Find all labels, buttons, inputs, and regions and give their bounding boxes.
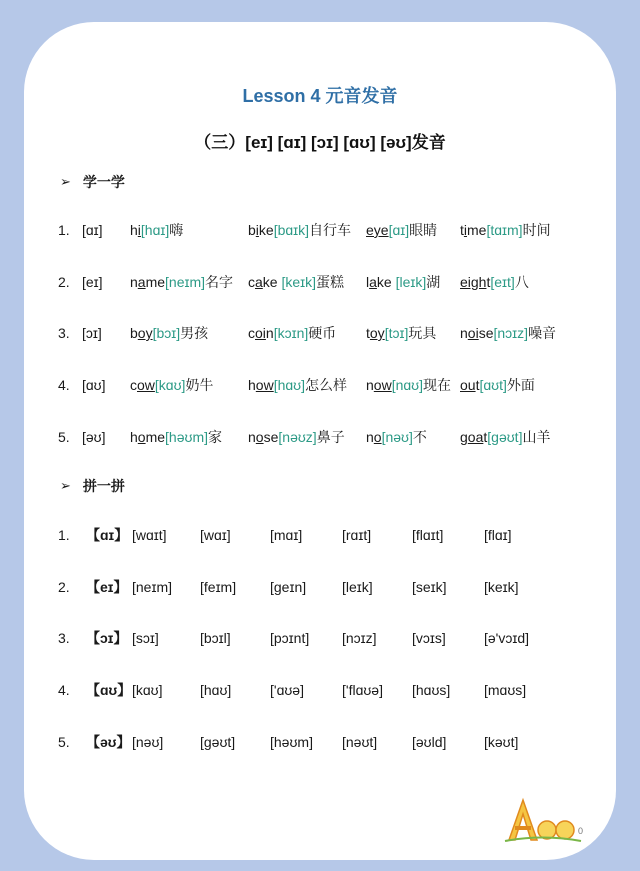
word-ipa: [tɔɪ]	[384, 325, 409, 341]
spell-item: [rɑɪt]	[342, 527, 372, 543]
vocab-word	[460, 375, 535, 395]
vocab-word	[130, 220, 183, 240]
word-meaning: 家	[208, 429, 223, 445]
vocab-word	[366, 272, 440, 292]
word-ipa: [kɑʊ]	[154, 377, 186, 393]
word-prefix: l	[366, 274, 370, 290]
spell-item: [bɔɪl]	[200, 630, 231, 646]
vocab-word	[130, 427, 222, 447]
word-vowel: ou	[460, 377, 476, 393]
word-ipa: [nɔɪz]	[493, 325, 529, 341]
word-prefix: n	[248, 429, 256, 445]
row-ipa: [ɔɪ]	[82, 325, 102, 341]
word-suffix: t	[486, 274, 491, 290]
spell-item: [geɪn]	[270, 579, 307, 595]
word-meaning: 嗨	[169, 222, 184, 238]
section-spell-label: 拼一拼	[82, 478, 125, 494]
word-vowel: a	[137, 274, 146, 290]
word-ipa: [hɑʊ]	[273, 377, 306, 393]
vocab-word	[460, 427, 550, 447]
vocab-word	[366, 323, 436, 343]
word-meaning: 噪音	[528, 325, 557, 341]
word-ipa: [nəʊz]	[278, 429, 317, 445]
word-meaning: 名字	[205, 274, 234, 290]
word-vowel: a	[255, 274, 263, 290]
row-ipa: [ɑʊ]	[82, 377, 106, 393]
learn-row	[58, 272, 618, 292]
word-meaning: 硬币	[308, 325, 337, 341]
spell-item: ['flɑʊə]	[342, 682, 383, 698]
vocab-word	[248, 272, 344, 292]
word-meaning: 时间	[522, 222, 551, 238]
spell-row	[58, 628, 618, 648]
word-suffix: ke	[258, 222, 274, 238]
spell-item: [flɑɪt]	[412, 527, 444, 543]
section-learn-label: 学一学	[82, 174, 125, 190]
word-ipa: [neɪm]	[165, 274, 206, 290]
word-meaning: 鼻子	[316, 429, 345, 445]
word-suffix: me	[145, 429, 166, 445]
row-number: 1.	[58, 222, 70, 238]
word-prefix: n	[460, 325, 468, 341]
word-suffix: me	[145, 274, 166, 290]
word-vowel: i	[463, 222, 468, 238]
spell-row	[58, 577, 618, 597]
vocab-word	[460, 323, 556, 343]
row-number: 2.	[58, 274, 70, 290]
lesson-subtitle: （三）[eɪ] [ɑɪ] [ɔɪ] [ɑʊ] [əʊ]发音	[194, 133, 446, 152]
word-ipa: [nɑʊ]	[391, 377, 424, 393]
word-prefix: n	[366, 377, 374, 393]
lesson-title: Lesson 4 元音发音	[242, 86, 398, 106]
learn-row	[58, 375, 618, 395]
word-prefix: c	[248, 274, 255, 290]
word-ipa: [ɑʊt]	[479, 377, 507, 393]
word-prefix: n	[366, 429, 374, 445]
spell-item: [wɑɪt]	[132, 527, 167, 543]
spell-item: [nɔɪz]	[342, 630, 377, 646]
word-ipa: [kɔɪn]	[273, 325, 309, 341]
row-number: 3.	[58, 630, 70, 646]
word-prefix: b	[130, 325, 138, 341]
row-number: 3.	[58, 325, 70, 341]
word-vowel: i	[255, 222, 259, 238]
word-ipa: [həʊm]	[165, 429, 209, 445]
word-prefix: g	[460, 429, 468, 445]
spell-item: [neɪm]	[132, 579, 172, 595]
word-suffix: t	[475, 377, 480, 393]
vocab-word	[248, 323, 336, 343]
section-spell-header	[60, 476, 125, 496]
word-ipa: [keɪk]	[281, 274, 317, 290]
word-meaning: 不	[412, 429, 427, 445]
abc-logo-icon	[503, 796, 583, 842]
word-prefix: n	[130, 274, 138, 290]
word-vowel: oi	[467, 325, 479, 341]
vocab-word	[130, 323, 208, 343]
vocab-word	[366, 427, 427, 447]
spell-item: [gəʊt]	[200, 734, 236, 750]
word-vowel: a	[369, 274, 377, 290]
word-ipa: [gəʊt]	[487, 429, 523, 445]
word-meaning: 山羊	[522, 429, 551, 445]
row-ipa: [eɪ]	[82, 274, 103, 290]
word-meaning: 自行车	[309, 222, 352, 238]
row-number: 5.	[58, 734, 70, 750]
word-meaning: 怎么样	[305, 377, 348, 393]
word-ipa: [tɑɪm]	[486, 222, 523, 238]
word-ipa: [bɑɪk]	[273, 222, 310, 238]
word-prefix: t	[460, 222, 464, 238]
spell-item: [pɔɪnt]	[270, 630, 310, 646]
word-suffix: t	[483, 429, 488, 445]
word-ipa: [ɑɪ]	[388, 222, 410, 238]
row-number: 1.	[58, 527, 70, 543]
word-suffix: se	[263, 429, 279, 445]
word-ipa: [leɪk]	[395, 274, 427, 290]
vocab-word	[366, 220, 437, 240]
word-meaning: 蛋糕	[316, 274, 345, 290]
word-suffix: ke	[376, 274, 396, 290]
word-vowel: oy	[369, 325, 385, 341]
word-meaning: 外面	[506, 377, 535, 393]
word-vowel: oi	[255, 325, 266, 341]
spell-item: [keɪk]	[484, 579, 519, 595]
spell-item: [kɑʊ]	[132, 682, 163, 698]
word-meaning: 湖	[426, 274, 441, 290]
vocab-word	[460, 220, 551, 240]
word-prefix: c	[130, 377, 137, 393]
vocab-word	[460, 272, 529, 292]
word-vowel: oa	[467, 429, 484, 445]
learn-row	[58, 323, 618, 343]
word-meaning: 玩具	[408, 325, 437, 341]
word-meaning: 八	[514, 274, 529, 290]
row-label: 【əʊ】	[86, 734, 131, 750]
spell-item: [nəʊt]	[342, 734, 378, 750]
word-vowel: ow	[255, 377, 274, 393]
spell-row	[58, 525, 618, 545]
word-suffix: me	[467, 222, 487, 238]
vocab-word	[248, 220, 351, 240]
page-number: 0	[578, 826, 584, 836]
spell-item: [hɑʊ]	[200, 682, 232, 698]
word-vowel: eigh	[460, 274, 487, 290]
word-prefix: h	[130, 222, 138, 238]
word-suffix: se	[478, 325, 494, 341]
word-vowel: eye	[366, 222, 389, 238]
spell-item: [feɪm]	[200, 579, 237, 595]
spell-item: [leɪk]	[342, 579, 373, 595]
row-label: 【ɔɪ】	[86, 630, 128, 646]
word-meaning: 男孩	[180, 325, 209, 341]
word-meaning: 奶牛	[185, 377, 214, 393]
spell-item: [mɑɪ]	[270, 527, 303, 543]
row-ipa: [əʊ]	[82, 429, 106, 445]
word-prefix: b	[248, 222, 256, 238]
word-vowel: ow	[137, 377, 155, 393]
vocab-word	[130, 272, 233, 292]
spell-item: ['ɑʊə]	[270, 682, 304, 698]
spell-item: [həʊm]	[270, 734, 313, 750]
spell-item: [mɑʊs]	[484, 682, 527, 698]
row-label: 【eɪ】	[86, 579, 128, 595]
arrow-icon: ➢	[60, 478, 71, 493]
word-vowel: o	[255, 429, 264, 445]
spell-item: [wɑɪ]	[200, 527, 231, 543]
word-vowel: i	[137, 222, 141, 238]
spell-item: [vɔɪs]	[412, 630, 446, 646]
vocab-word	[248, 427, 345, 447]
row-number: 5.	[58, 429, 70, 445]
learn-row	[58, 427, 618, 447]
word-ipa: [hɑɪ]	[140, 222, 170, 238]
word-vowel: o	[137, 429, 146, 445]
word-prefix: h	[248, 377, 256, 393]
spell-item: [seɪk]	[412, 579, 447, 595]
spell-item: [sɔɪ]	[132, 630, 159, 646]
spell-item: [əʊld]	[412, 734, 447, 750]
arrow-icon: ➢	[60, 174, 71, 189]
word-meaning: 现在	[423, 377, 452, 393]
word-vowel: oy	[137, 325, 153, 341]
word-ipa: [eɪt]	[490, 274, 515, 290]
word-prefix: t	[366, 325, 370, 341]
word-ipa: [nəʊ]	[381, 429, 413, 445]
spell-item: [flɑɪ]	[484, 527, 512, 543]
row-number: 4.	[58, 682, 70, 698]
row-number: 2.	[58, 579, 70, 595]
spell-item: [hɑʊs]	[412, 682, 451, 698]
word-prefix: c	[248, 325, 255, 341]
word-vowel: ow	[373, 377, 392, 393]
spell-item: [ə'vɔɪd]	[484, 630, 530, 646]
learn-row	[58, 220, 618, 240]
row-ipa: [ɑɪ]	[82, 222, 103, 238]
word-vowel: o	[373, 429, 382, 445]
section-learn-header	[60, 172, 125, 192]
vocab-word	[366, 375, 451, 395]
spell-row	[58, 680, 618, 700]
word-ipa: [bɔɪ]	[152, 325, 181, 341]
word-prefix: h	[130, 429, 138, 445]
spell-row	[58, 732, 618, 752]
vocab-word	[248, 375, 347, 395]
spell-item: [nəʊ]	[132, 734, 164, 750]
word-suffix: n	[265, 325, 274, 341]
row-label: 【ɑɪ】	[86, 527, 129, 543]
row-label: 【ɑʊ】	[86, 682, 132, 698]
spell-item: [kəʊt]	[484, 734, 519, 750]
word-suffix: ke	[262, 274, 282, 290]
vocab-word	[130, 375, 213, 395]
word-meaning: 眼睛	[409, 222, 438, 238]
row-number: 4.	[58, 377, 70, 393]
